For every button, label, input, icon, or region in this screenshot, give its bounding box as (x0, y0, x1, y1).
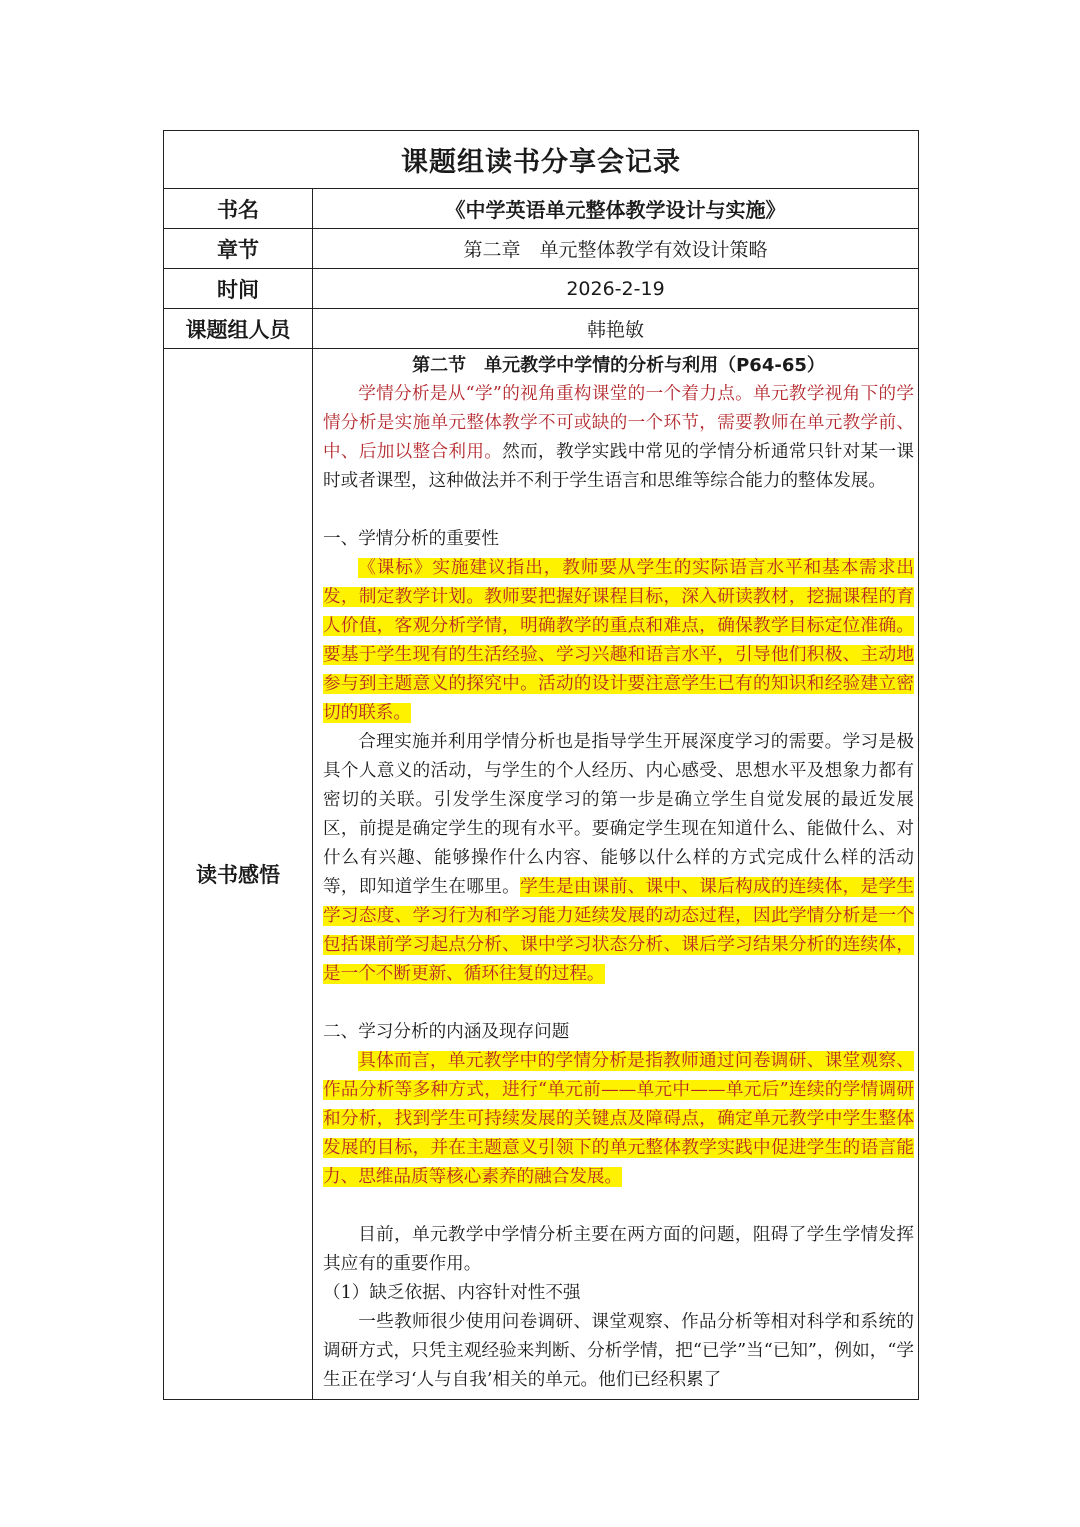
heading-1: 一、学情分析的重要性 (323, 529, 499, 549)
highlight-3: 具体而言，单元教学中的学情分析是指教师通过问卷调研、课堂观察、作品分析等多种方式，进行“单元前——单元中——单元后”连续的学情调研和分析，找到学生可持续发展的关键点及障碍点，确定单元教学中学生整体发展的目标，并在主题意义引领下的单元整体教学实践中促进学生的语言能力、思维品质等核心素养的融合发展。 (323, 1051, 914, 1187)
spacer (323, 1192, 914, 1221)
intro-rest-text: 然而，教学实践中常见的学情分析通常只针对某一课时或者课型，这种做法并不利于学生语言和思维等综合能力的整体发展。 (323, 442, 914, 491)
book-value: 《中学英语单元整体教学设计与实施》 (445, 198, 786, 222)
spacer (323, 989, 914, 1018)
chapter-row (164, 228, 918, 268)
heading-2: 二、学习分析的内涵及现存问题 (323, 1022, 570, 1042)
highlight-1: 《课标》实施建议指出，教师要从学生的实际语言水平和基本需求出发，制定教学计划。教师要把握好课程目标，深入研读教材，挖掘课程的育人价值，客观分析学情，明确教学的重点和难点，确保教学目标定位准确。要基于学生现有的生活经验、学习兴趣和语言水平，引导他们积极、主动地参与到主题意义的探究中。活动的设计要注意学生已有的知识和经验建立密切的联系。 (323, 558, 914, 723)
record-table (163, 130, 919, 1400)
page-title: 课题组读书分享会记录 (401, 147, 681, 178)
chapter-label: 章节 (164, 229, 313, 268)
paragraph-2 (323, 728, 914, 989)
spacer (323, 496, 914, 525)
intro-paragraph (323, 380, 914, 496)
intro-red-text: 学情分析是从“学”的视角重构课堂的一个着力点。单元教学视角下的学情分析是实施单元整体教学不可或缺的一个环节，需要教师在单元教学前、中、后加以整合利用。 (323, 384, 914, 462)
paragraph-5: 一些教师很少使用问卷调研、课堂观察、作品分析等相对科学和系统的调研方式，只凭主观经验来判断、分析学情，把“已学”当“已知”，例如，“学生正在学习‘人与自我’相关的单元。他们已经积累了 (323, 1312, 914, 1390)
book-row (164, 188, 918, 228)
reflection-row (164, 348, 918, 1399)
members-label: 课题组人员 (164, 309, 313, 348)
chapter-value: 第二章 单元整体教学有效设计策略 (463, 239, 768, 261)
section-title: 第二节 单元教学中学情的分析与利用（P64-65） (412, 355, 825, 376)
time-value: 2026-2-19 (566, 277, 665, 300)
time-label: 时间 (164, 269, 313, 308)
members-value: 韩艳敏 (586, 319, 644, 341)
paragraph-2-text: 合理实施并利用学情分析也是指导学生开展深度学习的需要。学习是极具个人意义的活动，与学生的个人经历、内心感受、思想水平及想象力都有密切的关联。引发学生深度学习的第一步是确立学生自觉发展的最近发展区，前提是确定学生的现有水平。要确定学生现在知道什么、能做什么、对什么有兴趣、能够操作什么内容、能够以什么样的方式完成什么样的活动等，即知道学生在哪里。 (323, 732, 914, 897)
reflection-content (313, 349, 918, 1399)
reflection-label: 读书感悟 (164, 349, 313, 1399)
book-label: 书名 (164, 189, 313, 228)
heading-3: （1）缺乏依据、内容针对性不强 (323, 1283, 581, 1303)
time-row (164, 268, 918, 308)
paragraph-1 (323, 554, 914, 728)
paragraph-3 (323, 1047, 914, 1192)
paragraph-4: 目前，单元教学中学情分析主要在两方面的问题，阻碍了学生学情发挥其应有的重要作用。 (323, 1225, 914, 1274)
members-row (164, 308, 918, 348)
highlight-2: 学生是由课前、课中、课后构成的连续体，是学生学习态度、学习行为和学习能力延续发展的动态过程，因此学情分析是一个包括课前学习起点分析、课中学习状态分析、课后学习结果分析的连续体，是一个不断更新、循环往复的过程。 (323, 877, 914, 984)
title-row (164, 131, 918, 188)
